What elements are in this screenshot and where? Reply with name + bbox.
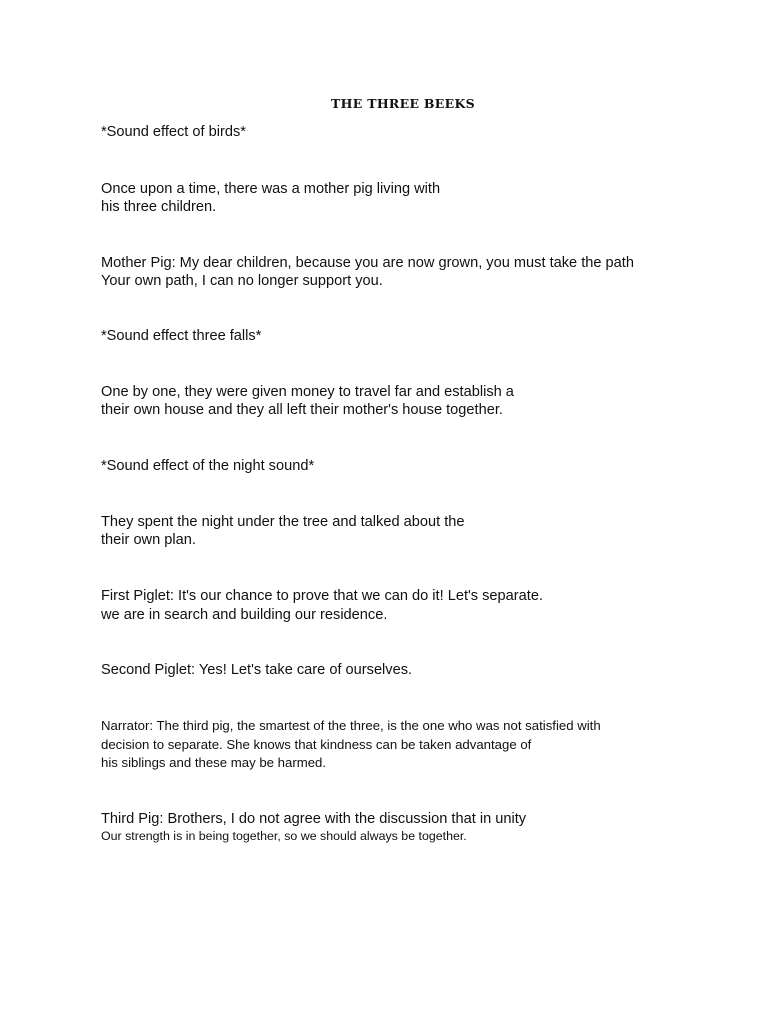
dialogue-first-piglet: First Piglet: It's our chance to prove that we can do it! Let's separate. [101,588,543,604]
stage-direction-birds: *Sound effect of birds* [101,124,246,140]
narrator-line: Narrator: The third pig, the smartest of the three, is the one who was not satisfied with [101,718,601,733]
dialogue-third-pig-cont: Our strength is in being together, so we should always be together. [101,829,467,843]
dialogue-third-pig: Third Pig: Brothers, I do not agree with the discussion that in unity [101,811,527,827]
narration-line: his three children. [101,199,217,215]
stage-direction-night: *Sound effect of the night sound* [101,458,315,474]
narration-line: their own plan. [101,532,196,548]
stage-direction-falls: *Sound effect three falls* [101,328,262,344]
narration-line: their own house and they all left their mother's house together. [101,402,503,418]
narration-line: They spent the night under the tree and talked about the [101,514,465,530]
dialogue-second-piglet: Second Piglet: Yes! Let's take care of ourselves. [101,662,413,678]
dialogue-mother-pig-cont: Your own path, I can no longer support you. [101,273,383,289]
dialogue-first-piglet-cont: we are in search and building our residence. [101,607,388,623]
narration-line: Once upon a time, there was a mother pig living with [101,181,441,197]
narrator-line-cont: his siblings and these may be harmed. [101,755,327,770]
document-title: THE THREE BEEKS [331,96,475,111]
dialogue-mother-pig: Mother Pig: My dear children, because you are now grown, you must take the path [101,255,634,271]
narrator-line-cont: decision to separate. She knows that kindness can be taken advantage of [101,737,532,752]
narration-line: One by one, they were given money to travel far and establish a [101,384,514,400]
